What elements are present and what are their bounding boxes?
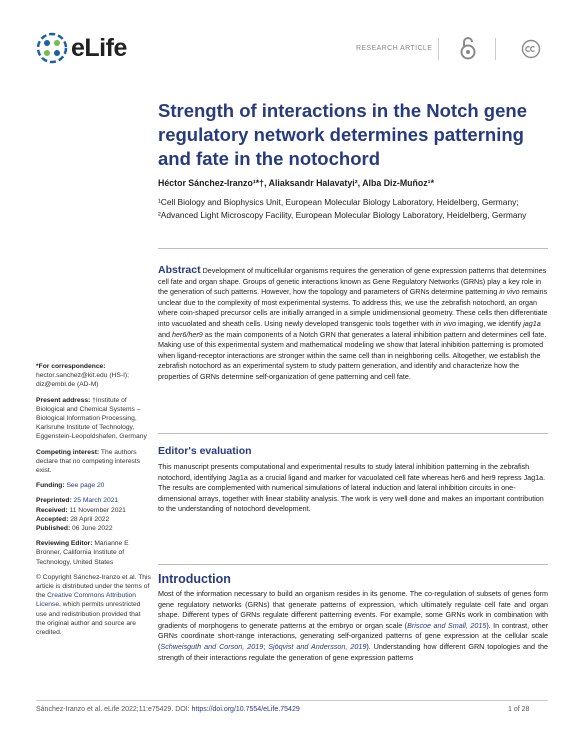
footer-citation-text: Sánchez-Iranzo et al. eLife 2022;11:e75429. DOI:	[36, 706, 192, 713]
abstract-text: as the main components of a Notch GRN that generates a lateral inhibition pattern and determines cell fate. Making use of this experimental system and mathematical modeling we show that lateral inhibition patterning is promoted when ligand-receptor interactions are stronger within the same cell than in neighboring cells. Altogether, we establish the zebrafish notochord as an experimental system to study pattern generation, and identify and characterize how the properties of GRNs determine self-organization of gene patterning and cell fate.	[158, 329, 547, 381]
divider	[158, 433, 548, 434]
correspondence-label: *For correspondence:	[36, 363, 106, 370]
published-date: 06 June 2022	[72, 525, 113, 533]
divider	[158, 248, 548, 249]
history-dates	[36, 496, 151, 533]
affiliations: ¹Cell Biology and Biophysics Unit, European Molecular Biology Laboratory, Heidelberg, Germany; ²Advanced Light Microscopy Facility, European Molecular Biology Laboratory, Heidelberg, Germany	[158, 197, 527, 220]
introduction-text	[158, 589, 548, 663]
received-date: 11 November 2021	[69, 506, 126, 514]
reviewing-editor	[36, 539, 151, 567]
page-number: 1 of 28	[508, 706, 530, 713]
abstract-heading: Abstract	[158, 264, 201, 276]
funding	[36, 481, 151, 490]
author-list[interactable]: Héctor Sánchez-Iranzo¹*†, Aliaksandr Halavatyi², Alba Diz-Muñoz¹*	[158, 178, 435, 188]
accepted-label: Accepted:	[36, 515, 69, 523]
cc-icon[interactable]	[521, 39, 541, 59]
abstract-text: and	[158, 329, 172, 339]
article-title: Strength of interactions in the Notch gene regulatory network determines patterning and fate in the notochord	[158, 100, 527, 169]
abstract-italic: in vivo	[499, 287, 520, 297]
correspondence	[36, 362, 151, 390]
accepted-date: 28 April 2022	[70, 515, 110, 523]
abstract	[158, 265, 548, 383]
citation-link[interactable]: Schweisguth and Corson, 2019	[160, 641, 264, 651]
abstract-italic: in vivo	[435, 318, 457, 328]
copyright-text: © Copyright Sánchez-Iranzo et al. This article is distributed under the terms of the	[36, 573, 151, 600]
funding-link[interactable]: See page 20	[66, 482, 105, 490]
correspondence-emails[interactable]: hector.sanchez@kit.edu (HS-I); diz@embl.de (AD-M)	[36, 372, 130, 389]
copyright	[36, 573, 151, 637]
abstract-text: remains unclear due to the complexity of most experimental systems. To address this, we use the zebrafish notochord, an organ where coin-shaped precursor cells are initially arranged in a simple unidimensional geometry. These cells then differentiate into vacuolated and sheath cells. Using newly developed transgenic tools together with	[158, 287, 548, 328]
published-label: Published:	[36, 525, 71, 533]
open-access-icon[interactable]	[458, 35, 478, 61]
abstract-text: imaging, we identify	[456, 318, 524, 328]
present-address	[36, 396, 151, 442]
intro-text: Most of the information necessary to build an organism resides in its genome. The co-regulation of subsets of genes form gene regulatory networks (GRNs) that generate patterns of expression, which ultimately regulate cell fate and organ shape. Different types of GRNs regulate different patterning events. For example, some GRNs work in combination with gradients of morphogens to generate patterns at the embryo or organ scale (	[158, 589, 548, 630]
reviewing-editor-label: Reviewing Editor:	[36, 540, 93, 548]
abstract-italic: her6/her9	[172, 329, 203, 339]
competing-interest-label: Competing interest:	[36, 448, 100, 456]
competing-interest-text: The authors declare that no competing interests exist.	[36, 448, 141, 475]
footer-citation	[36, 706, 300, 713]
copyright-text: which permits unrestricted use and redistribution provided that the original author and source are credited.	[36, 601, 141, 637]
reviewing-editor-text: Marianne E Bronner, California Institute of Technology, United States	[36, 540, 129, 566]
received-label: Received:	[36, 506, 68, 514]
preprinted-label: Preprinted:	[36, 497, 72, 505]
logo-text: eLife	[71, 33, 127, 62]
abstract-italic: jag1a	[523, 318, 541, 328]
license-link[interactable]: Creative Commons Attribution License,	[36, 592, 136, 609]
citation-link[interactable]: Briscoe and Small, 2015	[407, 620, 487, 630]
abstract-text: Development of multicellular organisms requires the generation of gene expression patterns that determines cell fate and organ shape. Groups of genetic interactions known as Gene Regulatory Networks (GRNs) play a key role in the generation of such patterns. However, how the topology and parameters of GRNs determine patterning	[158, 266, 547, 297]
introduction-heading: Introduction	[158, 572, 231, 586]
doi-link[interactable]: https://doi.org/10.7554/eLife.75429	[191, 706, 300, 713]
funding-label: Funding:	[36, 482, 65, 490]
elife-logo-icon	[36, 32, 68, 64]
preprinted-date-link[interactable]: 25 March 2021	[73, 497, 119, 505]
competing-interest	[36, 448, 151, 476]
present-address-label: Present address:	[36, 396, 91, 404]
intro-text: ). Understanding how different GRN topologies and the strength of their interactions regulate the generation of gene expression patterns	[158, 641, 548, 662]
footer-divider	[36, 700, 548, 701]
editors-evaluation-text: This manuscript presents computational and experimental results to study lateral inhibition patterning in the zebrafish notochord, identifying Jag1a as a crucial ligand and marker for vacuolated cell fate whereas her6 and her9 repress Jag1a. The results are complemented with numerical simulations of lateral induction and lateral inhibition circuits in one-dimensional arrays, together with linear stability analysis. The work is very well done and makes an important contribution to the understanding of notochord development.	[158, 462, 546, 514]
article-type-label: RESEARCH ARTICLE	[356, 45, 433, 52]
intro-text: ). In contrast, other GRNs coordinate short-range interactions, generating self-organized patterns of gene expression at the cellular scale (	[158, 620, 548, 651]
citation-link[interactable]: Sjöqvist and Andersson, 2019	[268, 641, 367, 651]
divider	[158, 564, 548, 565]
editors-evaluation-heading: Editor's evaluation	[158, 445, 252, 457]
present-address-text: †Institute of Biological and Chemical Systems – Biological Information Processing, Karlsruhe Institute of Technology, Eggenstein-Leopoldshafen, Germany	[36, 396, 147, 441]
header-divider	[495, 38, 496, 60]
elife-logo[interactable]	[36, 32, 136, 64]
intro-text: ;	[263, 641, 269, 651]
article-sidebar	[36, 362, 151, 643]
header-divider	[438, 38, 439, 60]
